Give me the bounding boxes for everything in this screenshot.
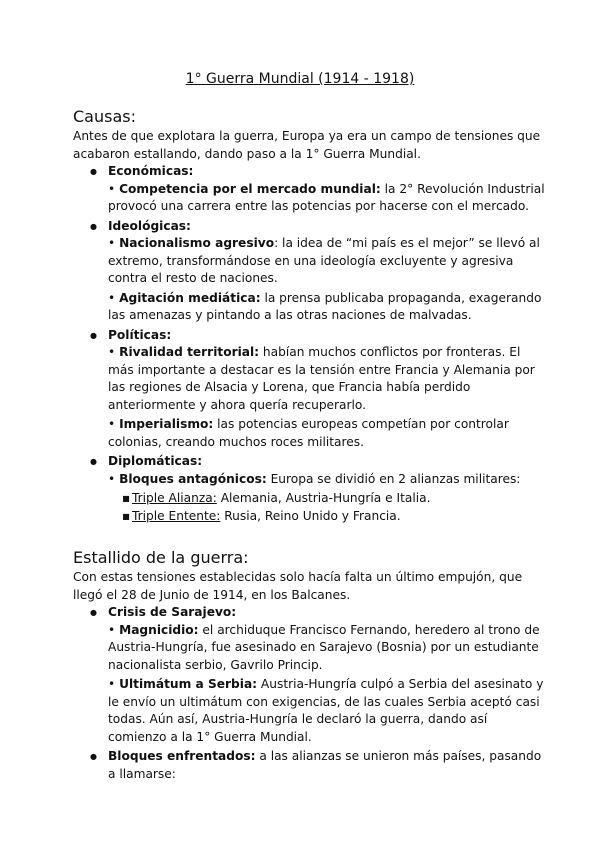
alliance-triple-alianza	[122, 490, 545, 508]
category-economic	[90, 163, 545, 216]
category-label: ● Crisis de Sarajevo:	[108, 605, 237, 619]
entry-mercado: • Competencia por el mercado mundial: la 2° Revolución Industrial provocó una carrera entre las potencias por hacerse con el mercado.	[108, 181, 545, 213]
entry-magnicidio: • Magnicidio: el archiduque Francisco Fernando, heredero al trono de Austria-Hungría, fue asesinado en Sarajevo (Bosnia) por un estudiante nacionalista serbio, Gavrilo Princip.	[108, 622, 540, 672]
alliance-members: Alemania, Austria-Hungría e Italia.	[216, 491, 431, 505]
entry-term: Rivalidad territorial:	[119, 345, 260, 359]
entry-term: Bloques antagónicos:	[119, 471, 267, 486]
category-label: ● Económicas:	[108, 164, 194, 178]
entry-term: Nacionalismo agresivo	[119, 236, 275, 250]
outbreak-list	[90, 604, 545, 783]
entry-text: : la idea de “mi país es el mejor” se llevó al extremo, transformándose en una ideología excluyente y agresiva contra el resto de naciones.	[108, 236, 540, 285]
entry-term: Magnicidio:	[119, 622, 199, 637]
causes-list	[90, 163, 545, 525]
outbreak-heading: Estallido de la guerra:	[73, 548, 249, 567]
alliance-members: Rusia, Reino Unido y Francia.	[220, 508, 401, 523]
causes-heading: Causas:	[73, 107, 136, 126]
entry-imperialismo: • Imperialismo: las potencias europeas competían por controlar colonias, creando muchos roces militares.	[108, 417, 509, 449]
alliance-triple-entente	[122, 508, 545, 526]
alliance-name: Triple Entente:	[132, 508, 221, 523]
entry-text: el archiduque Francisco Fernando, heredero al trono de Austria-Hungría, fue asesinado en Sarajevo (Bosnia) por un estudiante nacionalista serbio, Gavrilo Princip.	[108, 622, 540, 672]
category-label: ● Diplomáticas:	[108, 454, 203, 468]
crisis-sarajevo	[90, 604, 545, 746]
category-political	[90, 327, 545, 452]
category-label: ● Políticas:	[108, 327, 172, 342]
entry-text: las potencias europeas competían por controlar colonias, creando muchos roces militares.	[108, 417, 509, 449]
bloques-enfrentados	[90, 748, 545, 783]
entry-term: Imperialismo:	[119, 417, 214, 431]
entry-term: Bloques enfrentados:	[108, 749, 256, 763]
entry-text: la prensa publicaba propaganda, exagerando las amenazas y pintando a las otras naciones de malvadas.	[108, 290, 542, 322]
document-title: 1° Guerra Mundial (1914 - 1918)	[185, 71, 415, 87]
entry-term: Ultimátum a Serbia:	[119, 677, 258, 691]
entry-text: Europa se dividió en 2 alianzas militares:	[266, 471, 521, 486]
entry-bloques: • Bloques antagónicos: Europa se dividió en 2 alianzas militares:	[108, 471, 521, 486]
entry-term: Competencia por el mercado mundial:	[119, 181, 381, 196]
causes-intro: Antes de que explotara la guerra, Europa ya era un campo de tensiones que acabaron estallando, dando paso a la 1° Guerra Mundial.	[73, 129, 541, 161]
entry-nacionalismo: • Nacionalismo agresivo: la idea de “mi país es el mejor” se llevó al extremo, transformándose en una ideología excluyente y agresiva contra el resto de naciones.	[108, 236, 540, 285]
entry-rivalidad: • Rivalidad territorial: habían muchos conflictos por fronteras. El más importante a destacar es la tensión entre Francia y Alemania por las regiones de Alsacia y Lorena, que Francia había perdido anteriormente y ahora quería recuperarlo.	[108, 345, 535, 412]
outbreak-intro: Con estas tensiones establecidas solo hacía falta un último empujón, que llegó el 28 de Junio de 1914, en los Balcanes.	[73, 570, 523, 602]
category-label: ● Ideológicas:	[108, 218, 191, 233]
entry-term: Agitación mediática:	[119, 290, 261, 305]
alliance-name: Triple Alianza:	[132, 491, 217, 505]
entry-text: la 2° Revolución Industrial provocó una carrera entre las potencias por hacerse con el mercado.	[108, 181, 545, 213]
entry-text: Austria-Hungría culpó a Serbia del asesinato y le envío un ultimátum con exigencias, de las cuales Serbia aceptó casi todas. Aún así, Austria-Hungría le declaró la guerra, dando así comienzo a la 1° Guerra Mundial.	[108, 677, 544, 744]
entry-ultimatum: • Ultimátum a Serbia: Austria-Hungría culpó a Serbia del asesinato y le envío un ultimátum con exigencias, de las cuales Serbia aceptó casi todas. Aún así, Austria-Hungría le declaró la guerra, dando así comienzo a la 1° Guerra Mundial.	[108, 677, 544, 744]
category-ideological	[90, 218, 545, 325]
entry-agitacion: • Agitación mediática: la prensa publicaba propaganda, exagerando las amenazas y pintando a las otras naciones de malvadas.	[108, 290, 542, 322]
entry-text: habían muchos conflictos por fronteras. El más importante a destacar es la tensión entre Francia y Alemania por las regiones de Alsacia y Lorena, que Francia había perdido anteriormente y ahora quería recuperarlo.	[108, 345, 535, 412]
category-diplomatic	[90, 453, 545, 525]
entry-text: a las alianzas se unieron más países, pasando a llamarse:	[108, 749, 542, 781]
alliances-list	[108, 490, 545, 525]
